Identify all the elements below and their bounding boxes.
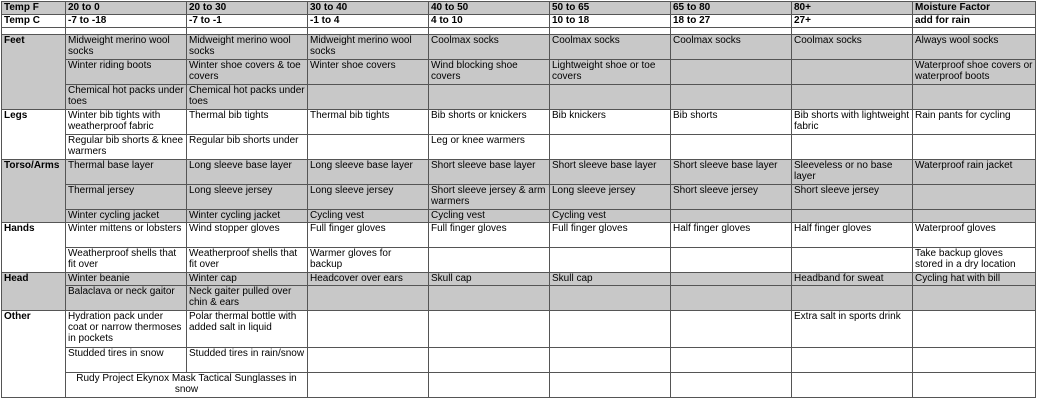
table-cell[interactable] <box>2 28 66 35</box>
table-cell[interactable] <box>913 185 1036 210</box>
clothing-guide-table <box>1 1 1036 398</box>
table-cell[interactable] <box>550 348 671 373</box>
table-cell[interactable]: Midweight merino wool socks <box>66 35 187 60</box>
table-cell[interactable]: Short sleeve jersey <box>671 185 792 210</box>
header-cell[interactable]: 20 to 0 <box>66 2 187 15</box>
table-cell[interactable]: Full finger gloves <box>550 223 671 248</box>
table-cell[interactable] <box>913 286 1036 311</box>
table-cell[interactable]: Short sleeve jersey & arm warmers <box>429 185 550 210</box>
table-cell[interactable] <box>792 135 913 160</box>
table-cell[interactable] <box>308 311 429 348</box>
table-row <box>2 373 1036 398</box>
table-cell[interactable] <box>671 273 792 286</box>
table-row <box>2 35 1036 60</box>
table-cell[interactable]: Waterproof gloves <box>913 223 1036 248</box>
table-cell[interactable] <box>308 348 429 373</box>
table-cell[interactable] <box>429 348 550 373</box>
table-cell[interactable] <box>792 85 913 110</box>
table-cell[interactable] <box>792 373 913 398</box>
table-cell[interactable]: Cycling vest <box>308 210 429 223</box>
table-cell[interactable]: Weatherproof shells that fit over <box>66 248 187 273</box>
table-cell[interactable] <box>671 248 792 273</box>
table-cell[interactable] <box>913 311 1036 348</box>
table-cell[interactable]: Winter riding boots <box>66 60 187 85</box>
table-cell[interactable] <box>550 311 671 348</box>
table-cell[interactable]: Winter cap <box>187 273 308 286</box>
table-cell[interactable]: Full finger gloves <box>308 223 429 248</box>
table-cell[interactable]: Waterproof shoe covers or waterproof boots <box>913 60 1036 85</box>
table-cell[interactable] <box>913 373 1036 398</box>
table-cell[interactable]: Bib shorts or knickers <box>429 110 550 135</box>
table-cell[interactable] <box>308 135 429 160</box>
table-row <box>2 348 1036 373</box>
table-cell[interactable]: Thermal bib tights <box>187 110 308 135</box>
table-cell[interactable]: Cycling hat with bill <box>913 273 1036 286</box>
table-cell[interactable] <box>913 348 1036 373</box>
table-cell[interactable]: Headband for sweat <box>792 273 913 286</box>
header-cell[interactable]: 80+ <box>792 2 913 15</box>
table-cell[interactable]: Wind blocking shoe covers <box>429 60 550 85</box>
table-cell[interactable] <box>913 210 1036 223</box>
table-cell[interactable] <box>550 248 671 273</box>
header-cell[interactable]: 65 to 80 <box>671 2 792 15</box>
table-cell[interactable]: Headcover over ears <box>308 273 429 286</box>
table-row <box>2 311 1036 348</box>
table-cell[interactable] <box>429 286 550 311</box>
table-cell[interactable]: Studded tires in rain/snow <box>187 348 308 373</box>
header-cell[interactable]: Temp C <box>2 15 66 28</box>
table-cell[interactable]: Extra salt in sports drink <box>792 311 913 348</box>
table-cell[interactable] <box>429 248 550 273</box>
category-cell-torso-arms[interactable]: Torso/Arms <box>2 160 66 223</box>
table-cell[interactable]: Winter shoe covers & toe covers <box>187 60 308 85</box>
table-row <box>2 210 1036 223</box>
table-cell[interactable]: Cycling vest <box>550 210 671 223</box>
table-row <box>2 60 1036 85</box>
table-row <box>2 273 1036 286</box>
table-cell[interactable] <box>429 28 550 35</box>
table-cell[interactable]: Coolmax socks <box>792 35 913 60</box>
table-cell[interactable] <box>550 28 671 35</box>
category-cell-feet[interactable]: Feet <box>2 35 66 110</box>
table-cell[interactable] <box>308 286 429 311</box>
table-cell[interactable] <box>308 28 429 35</box>
spacer-row <box>2 28 1036 35</box>
table-cell[interactable]: Midweight merino wool socks <box>187 35 308 60</box>
table-cell[interactable] <box>792 210 913 223</box>
table-cell[interactable]: Coolmax socks <box>671 35 792 60</box>
table-cell[interactable]: Studded tires in snow <box>66 348 187 373</box>
table-cell[interactable] <box>913 135 1036 160</box>
table-cell[interactable]: Long sleeve base layer <box>308 160 429 185</box>
header-cell[interactable]: 18 to 27 <box>671 15 792 28</box>
table-cell[interactable] <box>671 60 792 85</box>
table-cell[interactable] <box>550 85 671 110</box>
table-row <box>2 223 1036 248</box>
header-cell[interactable]: 20 to 30 <box>187 2 308 15</box>
table-cell[interactable]: Leg or knee warmers <box>429 135 550 160</box>
table-cell[interactable]: Full finger gloves <box>429 223 550 248</box>
table-cell[interactable] <box>550 373 671 398</box>
table-row <box>2 286 1036 311</box>
header-cell[interactable]: -7 to -18 <box>66 15 187 28</box>
table-cell[interactable] <box>429 311 550 348</box>
table-cell[interactable]: Long sleeve jersey <box>308 185 429 210</box>
table-cell[interactable] <box>429 373 550 398</box>
header-cell[interactable]: -7 to -1 <box>187 15 308 28</box>
table-cell[interactable]: Thermal jersey <box>66 185 187 210</box>
table-cell[interactable]: Rain pants for cycling <box>913 110 1036 135</box>
table-cell[interactable] <box>308 373 429 398</box>
table-cell[interactable]: Lightweight shoe or toe covers <box>550 60 671 85</box>
table-cell[interactable]: Skull cap <box>550 273 671 286</box>
table-cell[interactable]: Coolmax socks <box>550 35 671 60</box>
table-cell[interactable] <box>913 28 1036 35</box>
table-cell[interactable]: Sleeveless or no base layer <box>792 160 913 185</box>
table-cell[interactable]: Long sleeve base layer <box>187 160 308 185</box>
table-cell[interactable]: Waterproof rain jacket <box>913 160 1036 185</box>
table-cell[interactable] <box>792 248 913 273</box>
table-cell[interactable] <box>792 286 913 311</box>
table-cell[interactable]: Half finger gloves <box>671 223 792 248</box>
table-cell[interactable]: Bib knickers <box>550 110 671 135</box>
table-cell[interactable]: Long sleeve jersey <box>550 185 671 210</box>
header-row-temp-f <box>2 2 1036 15</box>
table-row <box>2 160 1036 185</box>
table-cell[interactable] <box>671 85 792 110</box>
header-cell[interactable]: -1 to 4 <box>308 15 429 28</box>
header-row-temp-c <box>2 15 1036 28</box>
table-cell[interactable] <box>792 60 913 85</box>
table-cell[interactable] <box>550 135 671 160</box>
table-cell[interactable]: Short sleeve base layer <box>550 160 671 185</box>
table-cell[interactable]: Winter mittens or lobsters <box>66 223 187 248</box>
table-row <box>2 248 1036 273</box>
table-cell[interactable]: Short sleeve jersey <box>792 185 913 210</box>
header-cell[interactable]: Temp F <box>2 2 66 15</box>
table-cell[interactable]: Winter cycling jacket <box>187 210 308 223</box>
table-cell[interactable]: Long sleeve jersey <box>187 185 308 210</box>
table-cell[interactable] <box>671 286 792 311</box>
table-cell[interactable]: Thermal base layer <box>66 160 187 185</box>
table-cell[interactable]: Regular bib shorts & knee warmers <box>66 135 187 160</box>
table-cell[interactable] <box>308 85 429 110</box>
table-row <box>2 185 1036 210</box>
table-cell[interactable] <box>671 348 792 373</box>
header-cell[interactable]: 30 to 40 <box>308 2 429 15</box>
table-cell[interactable] <box>187 28 308 35</box>
table-cell[interactable] <box>671 311 792 348</box>
table-cell[interactable]: Take backup gloves stored in a dry location <box>913 248 1036 273</box>
header-cell[interactable]: 40 to 50 <box>429 2 550 15</box>
table-cell[interactable]: Winter bib tights with weatherproof fabric <box>66 110 187 135</box>
table-row <box>2 135 1036 160</box>
header-cell[interactable]: 4 to 10 <box>429 15 550 28</box>
header-cell[interactable]: add for rain <box>913 15 1036 28</box>
table-cell[interactable]: Chemical hot packs under toes <box>187 85 308 110</box>
category-cell-legs[interactable]: Legs <box>2 110 66 160</box>
table-cell[interactable]: Thermal bib tights <box>308 110 429 135</box>
table-cell[interactable]: Midweight merino wool socks <box>308 35 429 60</box>
table-cell[interactable] <box>671 135 792 160</box>
table-cell[interactable] <box>429 85 550 110</box>
table-cell[interactable]: Warmer gloves for backup <box>308 248 429 273</box>
table-row <box>2 110 1036 135</box>
sunglasses-note[interactable]: Rudy Project Ekynox Mask Tactical Sunglasses in snow <box>66 373 308 398</box>
table-cell[interactable]: Neck gaiter pulled over chin & ears <box>187 286 308 311</box>
table-cell[interactable]: Regular bib shorts under <box>187 135 308 160</box>
table-cell[interactable]: Winter cycling jacket <box>66 210 187 223</box>
table-cell[interactable]: Chemical hot packs under toes <box>66 85 187 110</box>
table-cell[interactable]: Cycling vest <box>429 210 550 223</box>
header-cell[interactable]: 27+ <box>792 15 913 28</box>
table-cell[interactable]: Coolmax socks <box>429 35 550 60</box>
table-cell[interactable]: Winter beanie <box>66 273 187 286</box>
table-cell[interactable]: Half finger gloves <box>792 223 913 248</box>
table-cell[interactable] <box>671 373 792 398</box>
category-cell-head[interactable]: Head <box>2 273 66 311</box>
table-cell[interactable]: Balaclava or neck gaitor <box>66 286 187 311</box>
table-cell[interactable]: Always wool socks <box>913 35 1036 60</box>
table-cell[interactable]: Short sleeve base layer <box>671 160 792 185</box>
category-cell-other[interactable]: Other <box>2 311 66 398</box>
table-cell[interactable] <box>913 85 1036 110</box>
table-cell[interactable]: Hydration pack under coat or narrow thermoses in pockets <box>66 311 187 348</box>
table-cell[interactable]: Polar thermal bottle with added salt in liquid <box>187 311 308 348</box>
table-cell[interactable] <box>792 28 913 35</box>
table-cell[interactable] <box>671 28 792 35</box>
header-cell[interactable]: Moisture Factor <box>913 2 1036 15</box>
table-cell[interactable]: Wind stopper gloves <box>187 223 308 248</box>
table-cell[interactable]: Short sleeve base layer <box>429 160 550 185</box>
table-cell[interactable] <box>66 28 187 35</box>
table-cell[interactable] <box>792 348 913 373</box>
table-cell[interactable]: Winter shoe covers <box>308 60 429 85</box>
table-cell[interactable] <box>671 210 792 223</box>
header-cell[interactable]: 10 to 18 <box>550 15 671 28</box>
table-cell[interactable]: Skull cap <box>429 273 550 286</box>
table-cell[interactable]: Weatherproof shells that fit over <box>187 248 308 273</box>
table-cell[interactable]: Bib shorts <box>671 110 792 135</box>
header-cell[interactable]: 50 to 65 <box>550 2 671 15</box>
table-cell[interactable] <box>550 286 671 311</box>
table-row <box>2 85 1036 110</box>
category-cell-hands[interactable]: Hands <box>2 223 66 273</box>
table-cell[interactable]: Bib shorts with lightweight fabric <box>792 110 913 135</box>
